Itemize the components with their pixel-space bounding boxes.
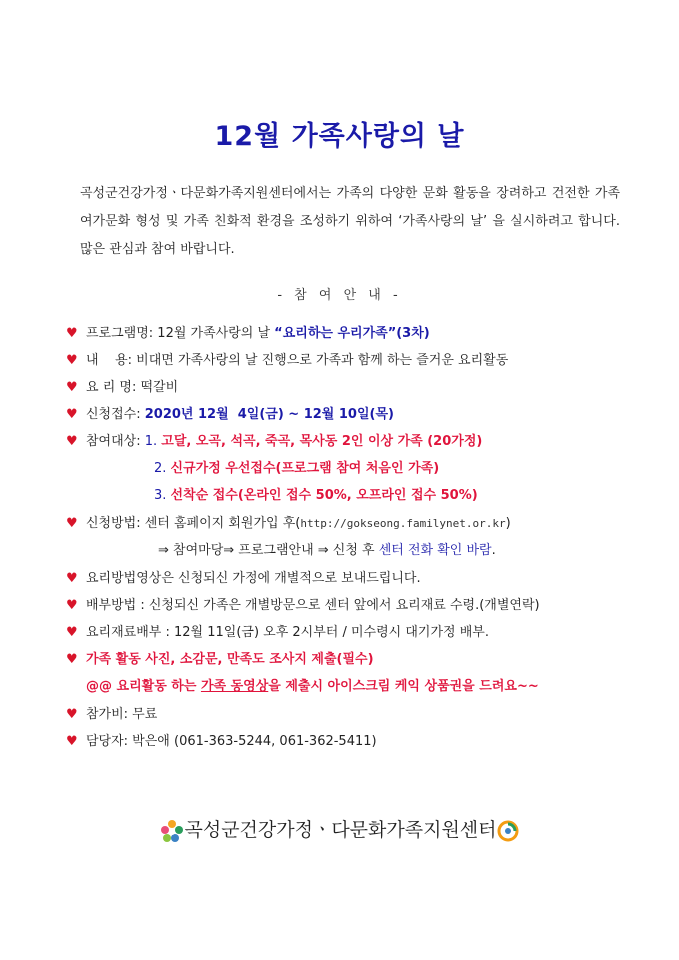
page-title: 12월 가족사랑의 날	[214, 121, 465, 152]
target-label: 참여대상:	[86, 434, 145, 449]
target-row-2	[66, 457, 439, 476]
fee-text: 참가비: 무료	[86, 707, 158, 722]
delivery-text: 배부방법 : 신청되신 가족은 개별방문으로 센터 앞에서 요리재료 수령.(개별연락)	[86, 598, 540, 613]
method-close: )	[505, 516, 511, 531]
target-2-number: 2.	[154, 461, 171, 476]
material-text: 요리재료배부 : 12월 11일(금) 오후 2시부터 / 미수령시 대기가정 배부.	[86, 625, 489, 640]
bonus-row	[86, 675, 539, 694]
intro-paragraph: 곡성군건강가정ㆍ다문화가족지원센터에서는 가족의 다양한 문화 활동을 장려하고 건전한 가족여가문화 형성 및 가족 친화적 환경을 조성하기 위하여 ‘가족사랑의 날’ 을 실시하려고 합니다. 많은 관심과 참여 바랍니다.	[80, 186, 620, 257]
target-row-1	[66, 430, 482, 449]
flower-logo-icon	[160, 819, 184, 843]
footer-text: 곡성군건강가정ㆍ다문화가족지원센터	[184, 819, 497, 841]
dish-text: 요 리 명: 떡갈비	[86, 380, 179, 395]
guide-heading: - 참 여 안 내 -	[277, 288, 402, 303]
heart-icon: ♥	[66, 326, 78, 341]
material-row	[66, 621, 489, 640]
method-label: 신청방법: 센터 홈페이지 회원가입 후(	[86, 516, 301, 531]
heart-icon: ♥	[66, 407, 78, 422]
heart-icon: ♥	[66, 734, 78, 749]
heart-icon: ♥	[66, 707, 78, 722]
method-row	[66, 512, 511, 531]
heart-icon: ♥	[66, 380, 78, 395]
target-2-text: 신규가정 우선접수(프로그램 참여 처음인 가족)	[170, 461, 440, 476]
target-1-number: 1.	[144, 434, 162, 449]
program-row	[66, 322, 430, 341]
target-3-number: 3.	[154, 488, 171, 503]
contact-text: 담당자: 박은애 (061-363-5244, 061-362-5411)	[86, 734, 377, 749]
submit-text: 가족 활동 사진, 소감문, 만족도 조사지 제출(필수)	[86, 652, 374, 667]
method-step-end: .	[491, 543, 496, 558]
method-step-text: ⇒ 참여마당⇒ 프로그램안내 ⇒ 신청 후	[158, 543, 379, 558]
method-step-call: 센터 전화 확인 바람	[378, 543, 492, 558]
content-row	[66, 349, 508, 368]
program-label: 프로그램명: 12월 가족사랑의 날	[86, 326, 275, 341]
heart-icon: ♥	[66, 625, 78, 640]
contact-row	[66, 730, 377, 749]
swirl-logo-icon	[497, 820, 519, 842]
homepage-link[interactable]: http://gokseong.familynet.or.kr	[300, 517, 506, 530]
video-text: 요리방법영상은 신청되신 가정에 개별적으로 보내드립니다.	[86, 571, 421, 586]
heart-icon: ♥	[66, 571, 78, 586]
target-1-text: 고달, 오곡, 석곡, 죽곡, 목사동 2인 이상 가족 (20가정)	[161, 434, 483, 449]
apply-label: 신청접수:	[86, 407, 145, 422]
video-row	[66, 567, 421, 586]
bonus-suffix: 을 제출시 아이스크림 케익 상품권을 드려요~~	[268, 679, 539, 694]
heart-icon: ♥	[66, 516, 78, 531]
submit-row	[66, 648, 374, 667]
bonus-video: 가족 동영상	[200, 679, 269, 694]
dish-row	[66, 376, 178, 395]
target-3-text: 선착순 접수(온라인 접수 50%, 오프라인 접수 50%)	[170, 488, 478, 503]
target-row-3	[66, 484, 478, 503]
fee-row	[66, 703, 157, 722]
footer-center-name	[0, 815, 679, 843]
program-value: “요리하는 우리가족”(3차)	[274, 326, 430, 341]
method-step-row	[66, 539, 496, 558]
bonus-prefix: @@ 요리활동 하는	[86, 679, 201, 694]
delivery-row	[66, 594, 540, 613]
apply-date: 2020년 12월 4일(금) ~ 12월 10일(목)	[144, 407, 394, 422]
heart-icon: ♥	[66, 434, 78, 449]
heart-icon: ♥	[66, 598, 78, 613]
heart-icon: ♥	[66, 353, 78, 368]
apply-row	[66, 403, 394, 422]
heart-icon: ♥	[66, 652, 78, 667]
content-text: 내 용: 비대면 가족사랑의 날 진행으로 가족과 함께 하는 즐거운 요리활동	[86, 353, 509, 368]
